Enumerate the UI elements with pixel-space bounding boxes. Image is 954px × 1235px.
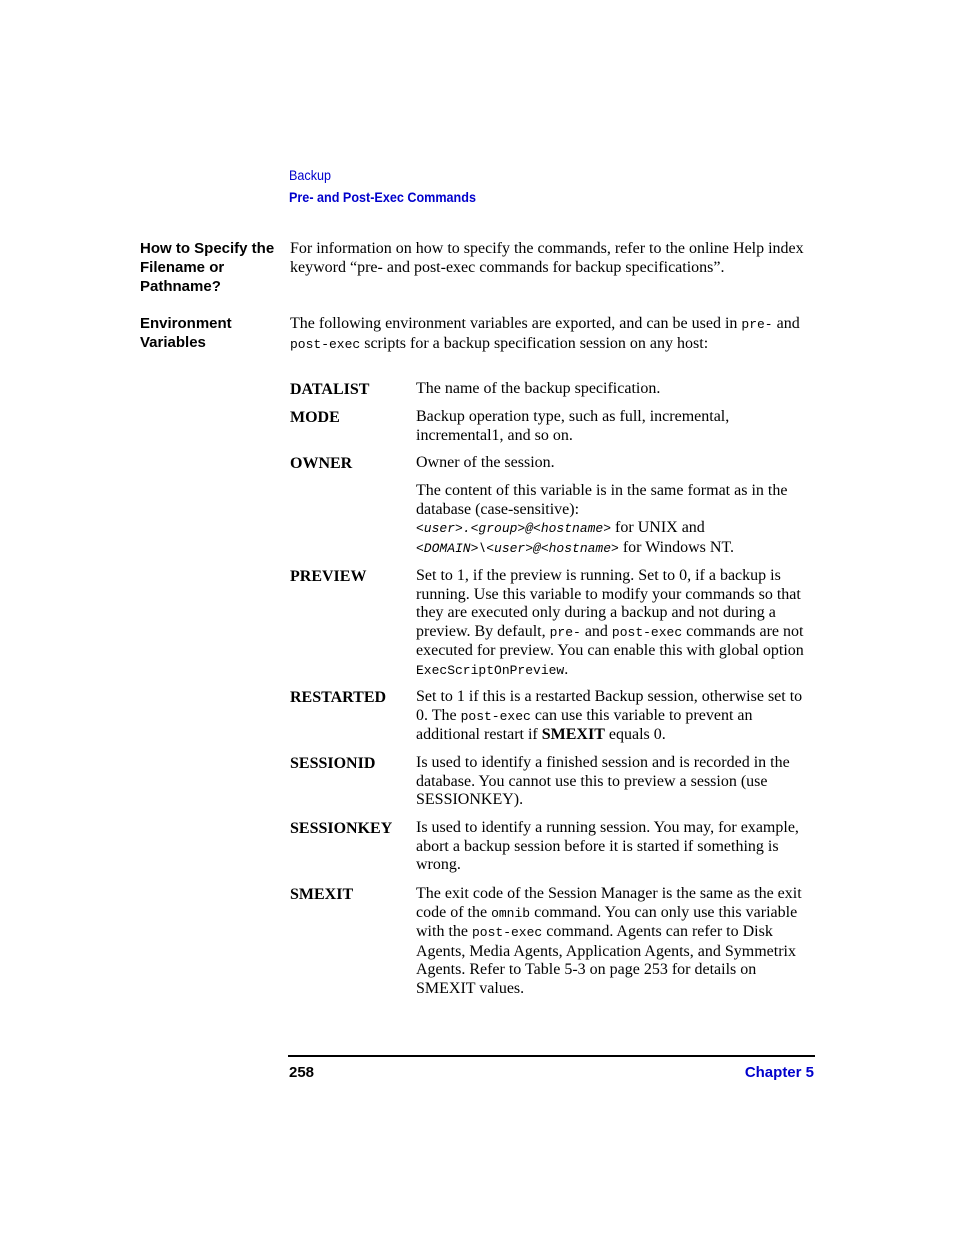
term-mode: MODE (290, 409, 340, 426)
heading-environment-variables: Environment Variables (140, 315, 232, 351)
breadcrumb-backup[interactable]: Backup (289, 167, 332, 183)
term-owner: OWNER (290, 455, 353, 472)
def-sessionkey: Is used to identify a running session. You may, for example, abort a backup session before it is started if something is wrong. (416, 819, 799, 874)
def-preview: Set to 1, if the preview is running. Set to 0, if a backup is running. Use this variable to modify your commands so that they are executed only during a backup and not during a preview. By default, pre- and post-exec commands are not executed for preview. You can enable this with global option ExecScriptOnPreview. (416, 567, 804, 678)
def-owner-format: The content of this variable is in the same format as in the database (case-sensitive): <user>.<group>@<hostname> for UNIX and <DOMAIN>\<user>@<hostname> for Windows NT. (416, 482, 788, 556)
term-datalist: DATALIST (290, 381, 370, 398)
term-sessionid: SESSIONID (290, 755, 376, 772)
def-smexit: The exit code of the Session Manager is the same as the exit code of the omnib command. You can only use this variable with the post-exec command. Agents can refer to Disk Agents, Media Agents, Application Agents, and Symmetrix Agents. Refer to Table 5-3 on page 253 for details on SMEXIT values. (416, 885, 802, 997)
term-restarted: RESTARTED (290, 689, 387, 706)
term-preview: PREVIEW (290, 568, 367, 585)
term-smexit: SMEXIT (290, 886, 354, 903)
breadcrumb-pre-post-exec[interactable]: Pre- and Post-Exec Commands (289, 189, 476, 205)
chapter-link[interactable]: Chapter 5 (744, 1064, 814, 1081)
def-owner: Owner of the session. (416, 454, 555, 471)
def-mode: Backup operation type, such as full, incremental, incremental1, and so on. (416, 408, 730, 444)
footer-rule (288, 1055, 815, 1057)
def-datalist: The name of the backup specification. (416, 380, 661, 397)
term-sessionkey: SESSIONKEY (290, 820, 393, 837)
def-sessionid: Is used to identify a finished session and is recorded in the database. You cannot use this to preview a session (use SESSIONKEY). (416, 754, 790, 809)
paragraph-env-intro: The following environment variables are exported, and can be used in pre- and post-exec scripts for a backup specification session on any host: (290, 315, 800, 352)
def-restarted: Set to 1 if this is a restarted Backup session, otherwise set to 0. The post-exec can use this variable to prevent an additional restart if SMEXIT equals 0. (416, 688, 803, 744)
heading-how-to-specify: How to Specify the Filename or Pathname? (140, 240, 275, 295)
paragraph-how-to-specify: For information on how to specify the commands, refer to the online Help index keyword “pre- and post-exec commands for backup specifications”. (290, 240, 804, 276)
page-number: 258 (289, 1064, 315, 1081)
